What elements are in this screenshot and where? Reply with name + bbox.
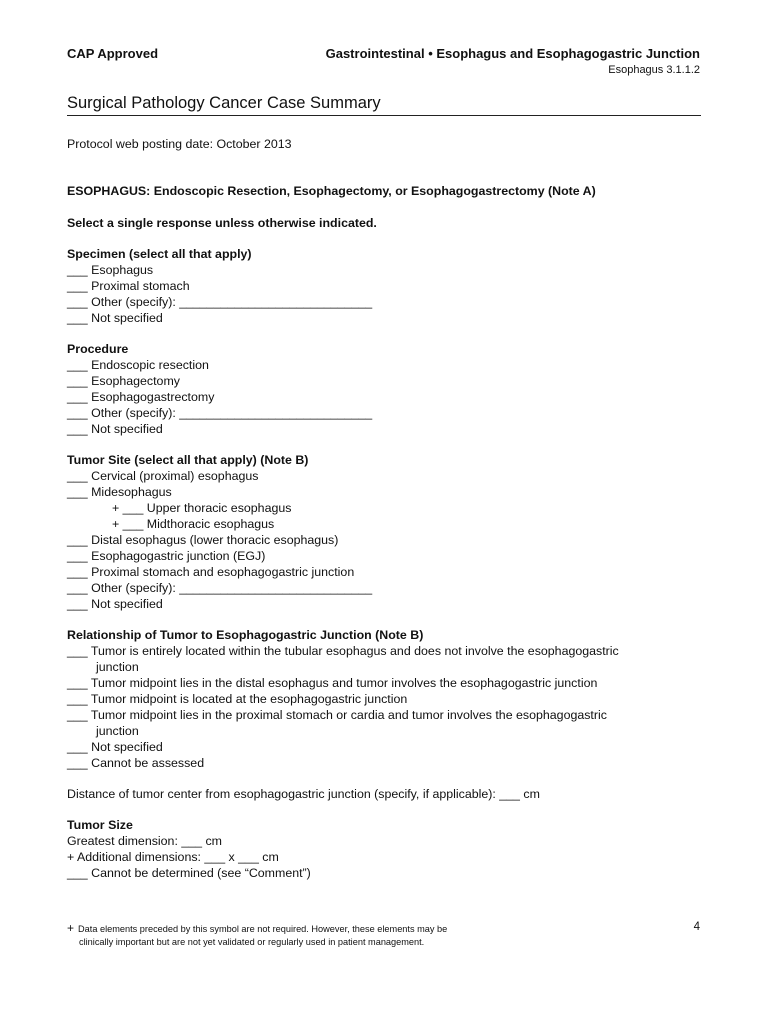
posting-date: Protocol web posting date: October 2013 xyxy=(67,137,292,151)
distance-field: Distance of tumor center from esophagogastric junction (specify, if applicable): ___ cm xyxy=(67,787,540,801)
footnote-line: clinically important but are not yet validated or regularly used in patient management. xyxy=(79,937,425,947)
tumor-site-option: ___ Cervical (proximal) esophagus xyxy=(67,469,259,483)
relationship-option: ___ Tumor midpoint is located at the esophagogastric junction xyxy=(67,692,408,706)
tumor-site-option: ___ Not specified xyxy=(67,597,163,611)
header-version: Esophagus 3.1.1.2 xyxy=(608,64,700,76)
procedure-option: ___ Esophagogastrectomy xyxy=(67,390,215,404)
tumor-size-field: ___ Cannot be determined (see “Comment”) xyxy=(67,866,311,880)
plus-symbol: + xyxy=(67,921,75,935)
footnote xyxy=(67,922,447,949)
tumor-site-option: ___ Proximal stomach and esophagogastric junction xyxy=(67,565,355,579)
footnote-line: Data elements preceded by this symbol are not required. However, these elements may be xyxy=(78,924,448,934)
procedure-option: ___ Other (specify): ____________________________ xyxy=(67,406,373,420)
header-approval: CAP Approved xyxy=(67,46,159,61)
page-number: 4 xyxy=(693,921,700,933)
relationship-heading: Relationship of Tumor to Esophagogastric Junction (Note B) xyxy=(67,628,424,642)
tumor-site-option: ___ Esophagogastric junction (EGJ) xyxy=(67,549,266,563)
tumor-size-heading: Tumor Size xyxy=(67,818,133,832)
procedure-heading: Procedure xyxy=(67,342,129,356)
relationship-option: ___ Tumor is entirely located within the tubular esophagus and does not involve the esophagogastric xyxy=(67,644,619,658)
relationship-option: ___ Tumor midpoint lies in the distal esophagus and tumor involves the esophagogastric junction xyxy=(67,676,598,690)
relationship-option: ___ Tumor midpoint lies in the proximal stomach or cardia and tumor involves the esophagogastric xyxy=(67,708,607,722)
procedure-option: ___ Endoscopic resection xyxy=(67,358,209,372)
tumor-size-field: Greatest dimension: ___ cm xyxy=(67,834,222,848)
specimen-option: ___ Other (specify): ____________________________ xyxy=(67,295,373,309)
relationship-option: ___ Cannot be assessed xyxy=(67,756,205,770)
tumor-site-heading: Tumor Site (select all that apply) (Note B) xyxy=(67,453,309,467)
procedure-option: ___ Not specified xyxy=(67,422,163,436)
section-heading: ESOPHAGUS: Endoscopic Resection, Esophagectomy, or Esophagogastrectomy (Note A) xyxy=(67,184,596,198)
specimen-heading: Specimen (select all that apply) xyxy=(67,247,252,261)
tumor-site-suboption: + ___ Midthoracic esophagus xyxy=(112,517,275,531)
page-title: Surgical Pathology Cancer Case Summary xyxy=(67,94,381,112)
tumor-size-field: + Additional dimensions: ___ x ___ cm xyxy=(67,850,279,864)
specimen-option: ___ Proximal stomach xyxy=(67,279,190,293)
tumor-site-option: ___ Midesophagus xyxy=(67,485,172,499)
relationship-option-continuation: junction xyxy=(96,724,139,738)
relationship-option-continuation: junction xyxy=(96,660,139,674)
instruction-text: Select a single response unless otherwise indicated. xyxy=(67,216,377,230)
tumor-site-option: ___ Other (specify): ____________________________ xyxy=(67,581,373,595)
header-topic: Gastrointestinal • Esophagus and Esophagogastric Junction xyxy=(325,46,700,61)
specimen-option: ___ Esophagus xyxy=(67,263,154,277)
title-divider xyxy=(67,115,701,116)
specimen-option: ___ Not specified xyxy=(67,311,163,325)
procedure-option: ___ Esophagectomy xyxy=(67,374,180,388)
tumor-site-option: ___ Distal esophagus (lower thoracic esophagus) xyxy=(67,533,339,547)
tumor-site-suboption: + ___ Upper thoracic esophagus xyxy=(112,501,292,515)
relationship-option: ___ Not specified xyxy=(67,740,163,754)
